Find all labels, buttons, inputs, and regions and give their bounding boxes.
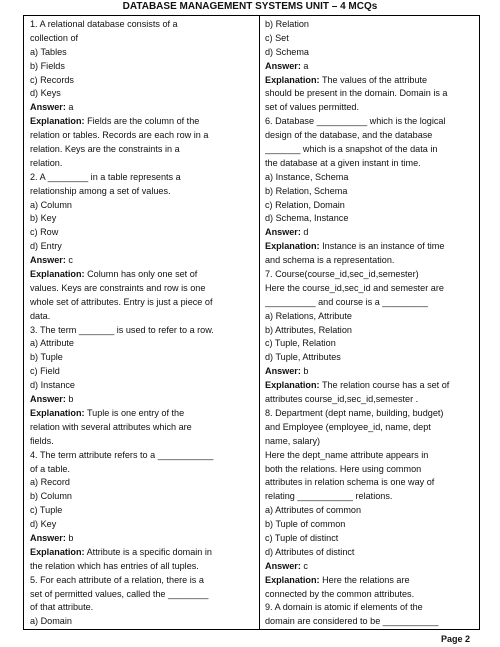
text-line bbox=[30, 115, 252, 129]
line-label: Answer: bbox=[30, 255, 66, 266]
text-line: _______ which is a snapshot of the data in bbox=[265, 144, 438, 155]
line-rest: b bbox=[65, 532, 74, 543]
text-line: connected by the common attributes. bbox=[265, 588, 415, 599]
text-line: c) Tuple bbox=[30, 505, 63, 516]
text-line bbox=[30, 254, 252, 268]
line-label: Answer: bbox=[265, 60, 301, 71]
line-label: Explanation: bbox=[265, 241, 320, 252]
line-rest: Fields are the column of the bbox=[84, 116, 200, 127]
text-line: d) Tuple, Attributes bbox=[265, 352, 341, 363]
text-line: should be present in the domain. Domain is a bbox=[265, 88, 448, 99]
column-divider bbox=[259, 15, 260, 630]
page-number: Page 2 bbox=[440, 634, 470, 644]
line-rest: b bbox=[65, 394, 74, 405]
text-line: c) Set bbox=[265, 32, 289, 43]
text-line: a) Relations, Attribute bbox=[265, 310, 352, 321]
text-line bbox=[30, 268, 252, 282]
text-line: set of values permitted. bbox=[265, 102, 360, 113]
text-line: a) Record bbox=[30, 477, 70, 488]
text-line: a) Column bbox=[30, 199, 72, 210]
text-line: b) Fields bbox=[30, 60, 65, 71]
text-line: relation or tables. Records are each row in a bbox=[30, 130, 209, 141]
line-label: Explanation: bbox=[30, 116, 85, 127]
text-line: c) Row bbox=[30, 227, 59, 238]
line-rest: The relation course has a set of bbox=[319, 380, 450, 391]
text-line: and schema is a representation. bbox=[265, 255, 395, 266]
line-label: Answer: bbox=[30, 532, 66, 543]
text-line: b) Attributes, Relation bbox=[265, 324, 352, 335]
line-label: Answer: bbox=[30, 394, 66, 405]
text-line bbox=[265, 574, 487, 588]
text-line: c) Tuple, Relation bbox=[265, 338, 336, 349]
line-rest: a bbox=[300, 60, 309, 71]
text-line bbox=[265, 240, 487, 254]
text-line: d) Keys bbox=[30, 88, 61, 99]
text-line: values. Keys are constraints and row is one bbox=[30, 282, 206, 293]
text-line: 7. Course(course_id,sec_id,semester) bbox=[265, 269, 419, 280]
text-line: c) Field bbox=[30, 366, 60, 377]
text-line bbox=[265, 379, 487, 393]
line-label: Answer: bbox=[265, 560, 301, 571]
line-rest: b bbox=[300, 366, 309, 377]
text-line: d) Instance bbox=[30, 380, 75, 391]
text-line: c) Relation, Domain bbox=[265, 199, 345, 210]
line-label: Answer: bbox=[265, 227, 301, 238]
line-rest: Tuple is one entry of the bbox=[84, 407, 185, 418]
text-line: b) Key bbox=[30, 213, 57, 224]
line-label: Explanation: bbox=[30, 407, 85, 418]
text-line: set of permitted values, called the ________ bbox=[30, 588, 209, 599]
line-label: Answer: bbox=[265, 366, 301, 377]
text-line: a) Attributes of common bbox=[265, 505, 362, 516]
text-line: Here the dept_name attribute appears in bbox=[265, 449, 429, 460]
line-rest: The values of the attribute bbox=[319, 74, 428, 85]
line-label: Explanation: bbox=[265, 380, 320, 391]
text-line: whole set of attributes. Entry is just a piece of bbox=[30, 296, 213, 307]
text-line: design of the database, and the database bbox=[265, 130, 433, 141]
text-line: 9. A domain is atomic if elements of the bbox=[265, 602, 423, 613]
text-line: name, salary) bbox=[265, 435, 321, 446]
text-line: b) Relation bbox=[265, 19, 309, 29]
text-line bbox=[265, 560, 487, 574]
text-line: of that attribute. bbox=[30, 602, 94, 613]
left-column bbox=[30, 18, 252, 629]
text-line: c) Records bbox=[30, 74, 74, 85]
text-line: b) Relation, Schema bbox=[265, 185, 348, 196]
text-line: and Employee (employee_id, name, dept bbox=[265, 421, 431, 432]
text-line: __________ and course is a _________ bbox=[265, 296, 428, 307]
text-line: relation. bbox=[30, 157, 63, 168]
text-line: domain are considered to be ___________ bbox=[265, 616, 439, 627]
line-rest: c bbox=[300, 560, 308, 571]
line-rest: Attribute is a specific domain in bbox=[84, 546, 212, 557]
line-label: Explanation: bbox=[265, 74, 320, 85]
text-line: 5. For each attribute of a relation, there is a bbox=[30, 574, 204, 585]
text-line: fields. bbox=[30, 435, 54, 446]
line-label: Explanation: bbox=[30, 269, 85, 280]
text-line bbox=[265, 74, 487, 88]
text-line bbox=[30, 546, 252, 560]
text-line: 2. A ________ in a table represents a bbox=[30, 171, 181, 182]
text-line: d) Schema bbox=[265, 46, 309, 57]
text-line: collection of bbox=[30, 32, 79, 43]
line-label: Explanation: bbox=[30, 546, 85, 557]
text-line: attributes in relation schema is one way of bbox=[265, 477, 435, 488]
text-line: b) Tuple of common bbox=[265, 519, 346, 530]
text-line: the relation which has entries of all tuples. bbox=[30, 560, 199, 571]
text-line: d) Attributes of distinct bbox=[265, 546, 355, 557]
text-line bbox=[30, 532, 252, 546]
text-line: both the relations. Here using common bbox=[265, 463, 422, 474]
text-line: 6. Database __________ which is the logical bbox=[265, 116, 446, 127]
text-line: a) Attribute bbox=[30, 338, 74, 349]
line-rest: Instance is an instance of time bbox=[319, 241, 445, 252]
right-column bbox=[265, 18, 487, 629]
line-rest: d bbox=[300, 227, 309, 238]
text-line bbox=[30, 101, 252, 115]
text-line: of a table. bbox=[30, 463, 70, 474]
text-line: the database at a given instant in time. bbox=[265, 157, 421, 168]
text-line: Here the course_id,sec_id and semester are bbox=[265, 282, 444, 293]
line-rest: Here the relations are bbox=[319, 574, 410, 585]
text-line: attributes course_id,sec_id,semester . bbox=[265, 394, 419, 405]
text-line: a) Instance, Schema bbox=[265, 171, 349, 182]
text-line bbox=[265, 365, 487, 379]
text-line: relating ___________ relations. bbox=[265, 491, 393, 502]
text-line: relationship among a set of values. bbox=[30, 185, 171, 196]
text-line: b) Column bbox=[30, 491, 72, 502]
text-line: a) Domain bbox=[30, 616, 72, 627]
line-rest: c bbox=[65, 255, 73, 266]
text-line: 8. Department (dept name, building, budget) bbox=[265, 407, 444, 418]
text-line: d) Entry bbox=[30, 241, 62, 252]
text-line: b) Tuple bbox=[30, 352, 63, 363]
text-line: c) Tuple of distinct bbox=[265, 532, 339, 543]
text-line bbox=[265, 226, 487, 240]
text-line: 3. The term _______ is used to refer to a row. bbox=[30, 324, 214, 335]
line-rest: Column has only one set of bbox=[84, 269, 198, 280]
text-line bbox=[265, 60, 487, 74]
text-line bbox=[30, 407, 252, 421]
page-header: DATABASE MANAGEMENT SYSTEMS UNIT – 4 MCQs bbox=[122, 1, 378, 12]
text-line: a) Tables bbox=[30, 46, 67, 57]
text-line: 4. The term attribute refers to a ___________ bbox=[30, 449, 214, 460]
text-line: d) Schema, Instance bbox=[265, 213, 349, 224]
text-line bbox=[30, 393, 252, 407]
text-line: data. bbox=[30, 310, 51, 321]
text-line: d) Key bbox=[30, 519, 57, 530]
text-line: relation. Keys are the constraints in a bbox=[30, 144, 180, 155]
line-rest: a bbox=[65, 102, 74, 113]
text-line: relation with several attributes which are bbox=[30, 421, 192, 432]
text-line: 1. A relational database consists of a bbox=[30, 19, 178, 29]
line-label: Answer: bbox=[30, 102, 66, 113]
line-label: Explanation: bbox=[265, 574, 320, 585]
